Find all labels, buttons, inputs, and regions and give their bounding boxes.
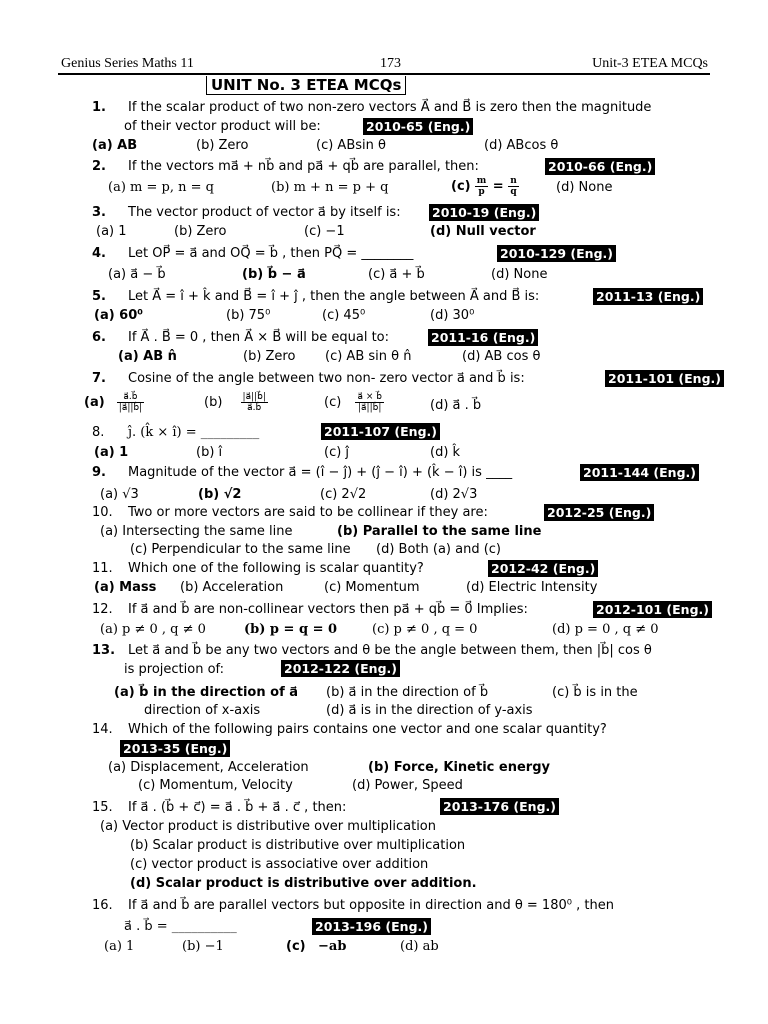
frac-den: |a⃗||b⃗| <box>118 403 143 413</box>
frac-den: |a⃗||b⃗| <box>358 403 382 413</box>
question-11 <box>92 560 424 577</box>
year-tag: 2011-101 (Eng.) <box>605 370 724 387</box>
option-d: (d) Power, Speed <box>352 778 463 793</box>
year-tag: 2010-65 (Eng.) <box>363 118 473 135</box>
question-16-cont: a⃗ . b⃗ = __________ <box>124 919 237 934</box>
option-a: (a) AB <box>92 138 138 153</box>
option-a: (a) √3 <box>100 487 139 502</box>
option-c <box>286 938 346 955</box>
question-number: 14. <box>92 722 113 737</box>
question-number: 7. <box>92 371 106 386</box>
option-b: (b) î <box>196 445 223 460</box>
frac-num: |a⃗||b⃗| <box>242 392 266 402</box>
option-a: (a) 60⁰ <box>94 308 143 323</box>
option-c: (c) a⃗ + b⃗ <box>368 267 425 282</box>
question-number: 9. <box>92 465 106 480</box>
page-number: 173 <box>380 56 401 71</box>
option-c: (c) $\frac{m}{p}$ = $\frac{n}{q}$ <box>451 176 517 197</box>
question-2 <box>92 158 479 175</box>
year-tag: 2011-107 (Eng.) <box>321 423 440 440</box>
option-b: (b) Force, Kinetic energy <box>368 760 550 775</box>
question-number: 13. <box>92 643 116 658</box>
frac-num: n <box>510 176 517 186</box>
question-text: Two or more vectors are said to be collinear if they are: <box>128 505 488 520</box>
option-d: (d) ABcos θ <box>484 138 559 153</box>
book-title: Genius Series Maths 11 <box>61 56 194 71</box>
question-text: Which of the following pairs contains one vector and one scalar quantity? <box>128 722 607 737</box>
frac-den: p <box>478 187 485 197</box>
question-text: If A⃗ . B⃗ = 0 , then A⃗ × B⃗ will be equal to: <box>128 330 389 345</box>
option-b: (b) 75⁰ <box>226 308 271 323</box>
option-a: (a) p ≠ 0 , q ≠ 0 <box>100 622 206 637</box>
option-b: (b) b⃗ − a⃗ <box>242 267 306 282</box>
option-c <box>324 392 384 413</box>
question-number: 8. <box>92 425 105 440</box>
option-label: (a) <box>84 395 105 410</box>
question-16 <box>92 897 614 914</box>
option-b: (b) Parallel to the same line <box>337 524 542 539</box>
option-b: (b) Zero <box>174 224 227 239</box>
option-c: (c) Momentum, Velocity <box>138 778 293 793</box>
option-d: (d) a⃗ is in the direction of y-axis <box>326 703 533 718</box>
question-text: Let OP⃗ = a⃗ and OQ⃗ = b⃗ , then PQ⃗ = ________ <box>128 246 414 261</box>
question-1 <box>92 99 651 116</box>
question-12 <box>92 601 528 618</box>
option-c: (c) ĵ <box>324 445 350 460</box>
option-d: (d) 2√3 <box>430 487 478 502</box>
option-c: (c) 45⁰ <box>322 308 366 323</box>
option-label: (c) <box>324 395 342 410</box>
option-b: (b) −1 <box>182 939 224 954</box>
option-d: (d) Null vector <box>430 224 536 239</box>
option-c: (c) ABsin θ <box>316 138 386 153</box>
option-b <box>204 392 268 413</box>
question-4 <box>92 245 413 262</box>
question-3 <box>92 204 401 221</box>
option-label: (c) <box>451 179 471 194</box>
question-number: 11. <box>92 561 113 576</box>
option-d: (d) Both (a) and (c) <box>376 542 501 557</box>
option-label: (c) <box>286 939 306 954</box>
year-tag: 2011-144 (Eng.) <box>580 464 699 481</box>
question-5 <box>92 288 539 305</box>
year-tag: 2011-13 (Eng.) <box>593 288 703 305</box>
option-c: (c) Perpendicular to the same line <box>130 542 351 557</box>
option-d: (d) Electric Intensity <box>466 580 598 595</box>
option-d: (d) p = 0 , q ≠ 0 <box>552 622 659 637</box>
option-a: (a) Mass <box>94 580 157 595</box>
option-c: (c) Momentum <box>324 580 420 595</box>
option-d: (d) Scalar product is distributive over addition. <box>130 876 477 891</box>
option-a: (a) a⃗ − b⃗ <box>108 267 166 282</box>
year-tag: 2013-196 (Eng.) <box>312 918 431 935</box>
option-d: (d) 30⁰ <box>430 308 475 323</box>
question-number: 15. <box>92 800 113 815</box>
question-9 <box>92 464 512 481</box>
frac-num: m <box>476 176 487 186</box>
option-a: (a) b⃗ in the direction of a⃗ <box>114 685 299 700</box>
option-c-cont: direction of x-axis <box>144 703 261 718</box>
unit-title: UNIT No. 3 ETEA MCQs <box>206 76 406 95</box>
question-number: 12. <box>92 602 113 617</box>
question-number: 3. <box>92 205 106 220</box>
year-tag: 2011-16 (Eng.) <box>428 329 538 346</box>
question-7 <box>92 370 525 387</box>
frac-den: a⃗.b⃗ <box>247 403 262 413</box>
option-a: (a) AB n̂ <box>118 349 177 364</box>
question-14 <box>92 721 607 738</box>
option-a: (a) m = p, n = q <box>108 180 214 195</box>
question-number: 6. <box>92 330 106 345</box>
option-d: (d) None <box>556 180 613 195</box>
option-a <box>84 392 144 413</box>
option-c: (c) 2√2 <box>320 487 367 502</box>
year-tag: 2012-25 (Eng.) <box>544 504 654 521</box>
year-tag: 2012-42 (Eng.) <box>488 560 598 577</box>
option-c: (c) vector product is associative over addition <box>130 857 429 872</box>
question-text: ĵ. (k̂ × î) = _________ <box>128 425 260 440</box>
question-text: Magnitude of the vector a⃗ = (î − ĵ) + (ĵ − î) + (k̂ − î) is ____ <box>128 465 513 480</box>
question-number: 10. <box>92 505 113 520</box>
option-a: (a) Displacement, Acceleration <box>108 760 309 775</box>
question-number: 1. <box>92 100 106 115</box>
option-b: (b) Zero <box>196 138 249 153</box>
option-d: (d) ab <box>400 939 439 954</box>
question-text: Cosine of the angle between two non- zero vector a⃗ and b⃗ is: <box>128 371 525 386</box>
option-label: (b) <box>204 395 223 410</box>
question-text: If a⃗ and b⃗ are parallel vectors but opposite in direction and θ = 180⁰ , then <box>128 898 614 913</box>
option-b: (b) a⃗ in the direction of b⃗ <box>326 685 489 700</box>
option-a: (a) 1 <box>104 939 135 954</box>
option-c: (c) p ≠ 0 , q = 0 <box>372 622 478 637</box>
question-13-cont: is projection of: <box>124 662 225 677</box>
year-tag: 2013-176 (Eng.) <box>440 798 559 815</box>
year-tag: 2012-122 (Eng.) <box>281 660 400 677</box>
year-tag: 2010-129 (Eng.) <box>497 245 616 262</box>
frac-num: a⃗.b⃗ <box>117 392 144 403</box>
option-a: (a) Vector product is distributive over multiplication <box>100 819 437 834</box>
option-d: (d) k̂ <box>430 445 461 460</box>
option-b: (b) Zero <box>243 349 296 364</box>
frac-num: a⃗ × b⃗ <box>357 392 382 402</box>
question-15 <box>92 799 346 816</box>
chapter-title: Unit-3 ETEA MCQs <box>592 56 708 71</box>
question-text: Let a⃗ and b⃗ be any two vectors and θ be the angle between them, then |b⃗| cos θ <box>128 643 652 658</box>
question-number: 2. <box>92 159 106 174</box>
question-text: If a⃗ and b⃗ are non-collinear vectors then pa⃗ + qb⃗ = 0⃗ Implies: <box>128 602 528 617</box>
year-tag: 2010-19 (Eng.) <box>429 204 539 221</box>
option-a: (a) 1 <box>94 445 129 460</box>
question-8 <box>92 424 259 441</box>
option-a: (a) Intersecting the same line <box>100 524 293 539</box>
option-c: (c) b⃗ is in the <box>552 685 638 700</box>
question-text: If the vectors ma⃗ + nb⃗ and pa⃗ + qb⃗ are parallel, then: <box>128 159 479 174</box>
option-b: (b) p = q = 0 <box>244 622 338 637</box>
question-number: 4. <box>92 246 106 261</box>
question-10 <box>92 504 488 521</box>
question-number: 16. <box>92 898 113 913</box>
option-b: (b) √2 <box>198 487 242 502</box>
option-text: −ab <box>318 939 347 954</box>
option-c: (c) −1 <box>304 224 345 239</box>
question-text: Which one of the following is scalar quantity? <box>128 561 424 576</box>
year-tag: 2012-101 (Eng.) <box>593 601 712 618</box>
option-d: (d) None <box>491 267 548 282</box>
option-b: (b) m + n = p + q <box>271 180 389 195</box>
option-b: (b) Acceleration <box>180 580 284 595</box>
question-6 <box>92 329 389 346</box>
year-tag: 2013-35 (Eng.) <box>120 740 230 757</box>
option-c: (c) AB sin θ n̂ <box>325 349 412 364</box>
question-13 <box>92 642 652 659</box>
question-text: Let A⃗ = î + k̂ and B⃗ = î + ĵ , then the angle between A⃗ and B⃗ is: <box>128 289 540 304</box>
option-b: (b) Scalar product is distributive over multiplication <box>130 838 466 853</box>
question-number: 5. <box>92 289 106 304</box>
question-text: The vector product of vector a⃗ by itself is: <box>128 205 401 220</box>
year-tag: 2010-66 (Eng.) <box>545 158 655 175</box>
question-1-cont: of their vector product will be: <box>124 119 321 134</box>
question-text: If the scalar product of two non-zero vectors A⃗ and B⃗ is zero then the magnitude <box>128 100 652 115</box>
page-header <box>58 55 710 75</box>
option-d: (d) AB cos θ <box>462 349 541 364</box>
frac-den: q <box>510 187 517 197</box>
question-text: If a⃗ . (b⃗ + c⃗) = a⃗ . b⃗ + a⃗ . c⃗ , then: <box>128 800 347 815</box>
option-d: (d) a⃗ . b⃗ <box>430 398 482 413</box>
option-a: (a) 1 <box>96 224 127 239</box>
